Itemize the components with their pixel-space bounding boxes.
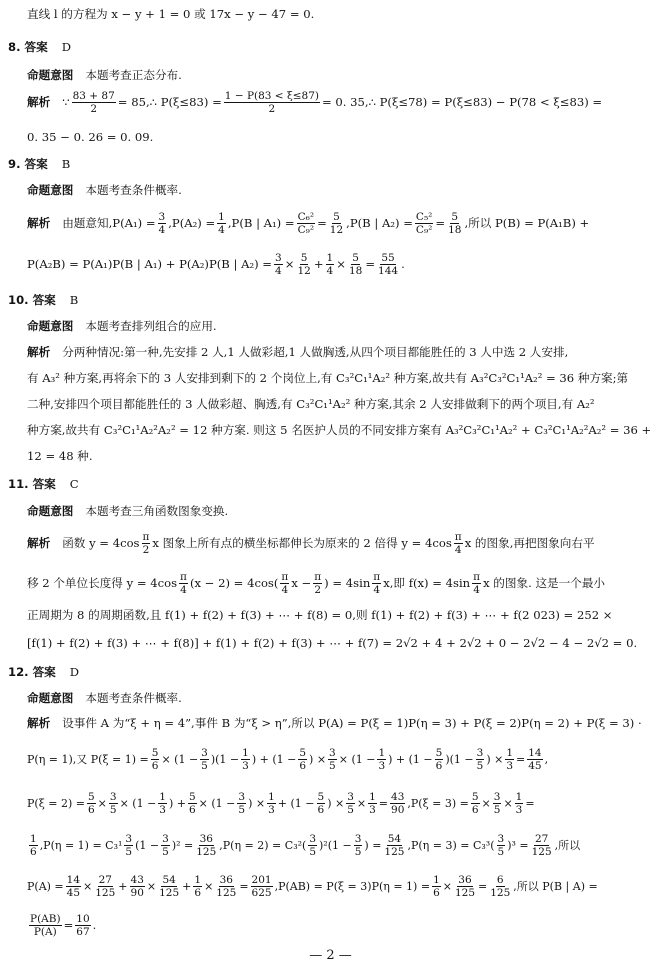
question-number: 9. 答案: [8, 157, 48, 171]
text: ) = 4sin: [324, 575, 371, 590]
fraction: $\frac{54}{125}$: [384, 833, 405, 858]
text-line: [27, 424, 651, 438]
intent-text: 本题考查条件概率.: [85, 691, 182, 705]
fraction: $\frac{1}{3}$: [369, 791, 376, 816]
question-number: 10. 答案: [8, 293, 56, 307]
text: ,P(η = 2) = C₃²(: [219, 838, 307, 852]
text: ,P(B | A₁) =: [227, 215, 295, 230]
text: ∵: [62, 94, 70, 109]
q11-solution-line: [27, 531, 595, 556]
q10-solution-line: [27, 346, 568, 360]
text: ,所以: [554, 838, 581, 852]
text-line: [27, 450, 93, 464]
q8-intent: [27, 69, 182, 83]
text: 由题意知,P(A₁) =: [62, 215, 156, 230]
fraction: $\frac{1}{3}$: [268, 791, 275, 816]
text-line: [27, 398, 595, 412]
fraction: $\frac{201}{625}$: [251, 874, 272, 899]
fraction: $\frac{\text{C₅²}}{\text{C₉²}}$: [415, 211, 433, 236]
text: =: [516, 752, 526, 766]
text: 0. 35 − 0. 26 = 0. 09.: [27, 130, 154, 144]
text: ) ×: [248, 796, 266, 810]
solution-label: 解析: [27, 716, 51, 730]
fraction: $\frac{5}{6}$: [471, 791, 479, 816]
text: +: [313, 256, 324, 271]
text: =: [435, 215, 446, 230]
q12-solution-line-4: [27, 833, 580, 858]
text: ×: [503, 796, 513, 810]
text: × (1 −: [338, 752, 376, 766]
q12-answer-heading: [8, 666, 79, 680]
text: (x − 2) = 4cos(: [189, 575, 279, 590]
text: ×: [442, 879, 452, 893]
fraction: $\frac{1}{3}$: [378, 747, 386, 772]
text: ×: [146, 879, 157, 893]
fraction: $\frac{3}{5}$: [347, 791, 354, 816]
text: 函数 y = 4cos: [62, 535, 140, 550]
intent-label: 命题意图: [27, 504, 74, 518]
fraction: $\frac{3}{4}$: [275, 252, 282, 277]
fraction: $\frac{14}{45}$: [528, 747, 542, 772]
text: ,: [544, 752, 549, 766]
text-line: [27, 131, 153, 145]
fraction: $\frac{1}{3}$: [506, 747, 514, 772]
fraction: $\frac{5}{6}$: [435, 747, 443, 772]
text: ) ×: [327, 796, 345, 810]
text: =: [378, 796, 389, 810]
text: ,所以 P(B) = P(A₁B) +: [464, 215, 590, 230]
answer-letter: D: [69, 665, 80, 679]
text: 分两种情况:第一种,先安排 2 人,1 人做彩超,1 人做胸透,从四个项目都能胜任的 3 人中选 2 人安排,: [62, 345, 569, 359]
fraction: $\frac{5}{6}$: [87, 791, 95, 816]
q12-solution-line: [27, 717, 642, 731]
fraction: $\frac{27}{125}$: [95, 874, 116, 899]
fraction: $\frac{54}{125}$: [159, 874, 180, 899]
fraction: $\frac{\pi}{2}$: [314, 571, 322, 596]
text: ,P(A₂) =: [168, 215, 216, 230]
text: )³ =: [507, 838, 529, 852]
intent-text: 本题考查正态分布.: [85, 68, 182, 82]
q12-solution-line-5: [27, 874, 598, 899]
fraction: $\frac{36}{125}$: [216, 874, 237, 899]
q9-answer-heading: [8, 158, 70, 172]
fraction: $\frac{1 - P(83 < \xi\le 87)}{2}$: [224, 90, 319, 115]
intent-text: 本题考查排列组合的应用.: [85, 319, 217, 333]
text: =: [63, 917, 74, 932]
q9-solution-line-2: [27, 252, 405, 277]
text: ×: [336, 256, 346, 271]
fraction: $\frac{1}{4}$: [326, 252, 334, 277]
text: ) + (1 −: [251, 752, 297, 766]
fraction: 3 5: [497, 833, 505, 858]
q11-answer-heading: [8, 478, 79, 492]
q12-solution-line-2: [27, 747, 548, 772]
fraction: $\frac{3}{5}$: [162, 833, 169, 858]
fraction: $\frac{1}{3}$: [159, 791, 166, 816]
text: × (1 −: [161, 752, 199, 766]
fraction: $\frac{1}{3}$: [242, 747, 249, 772]
text: =: [239, 879, 249, 893]
q9-intent: [27, 184, 182, 198]
fraction: π 4: [473, 571, 481, 596]
fraction: $\frac{\text{C₆²}}{\text{C₉²}}$: [297, 211, 315, 236]
fraction: 3 5: [125, 833, 133, 858]
intent-label: 命题意图: [27, 68, 74, 82]
text: ,P(AB) = P(ξ = 3)P(η = 1) =: [274, 879, 431, 893]
text: 移 2 个单位长度得 y = 4cos: [27, 575, 178, 590]
intent-text: 本题考查三角函数图象变换.: [85, 504, 229, 518]
text: ×: [97, 796, 107, 810]
fraction: π 4: [281, 571, 289, 596]
text: ) =: [364, 838, 382, 852]
text-line: [27, 609, 613, 623]
solution-label: 解析: [27, 345, 51, 359]
text: (1 −: [135, 838, 160, 852]
fraction: $\frac{36}{125}$: [196, 833, 217, 858]
question-number: 11. 答案: [8, 477, 56, 491]
text: =: [317, 215, 327, 230]
text: ) +: [168, 796, 186, 810]
text: [f(1) + f(2) + f(3) + ⋯ + f(8)] + f(1) + f(2) + f(3) + ⋯ + f(7) = 2√2 + 4 + 2√2 + 0 − 2√2 − 4 − 2√2 = 0.: [27, 636, 638, 650]
text: )(1 −: [210, 752, 240, 766]
question-number: 8. 答案: [8, 40, 48, 54]
text: +: [118, 879, 128, 893]
text: x 的图象,再把图象向右平: [464, 535, 595, 550]
answer-letter: C: [69, 477, 79, 491]
answer-letter: B: [69, 293, 79, 307]
text: P(η = 1),又 P(ξ = 1) =: [27, 752, 149, 766]
text: ,P(B | A₂) =: [346, 215, 413, 230]
fraction: $\frac{P(AB)}{P(A)}$: [30, 913, 61, 938]
text: + (1 −: [277, 796, 315, 810]
intent-label: 命题意图: [27, 319, 74, 333]
text: =: [365, 256, 376, 271]
fraction: $\frac{5}{6}$: [317, 791, 325, 816]
text: .: [401, 256, 405, 271]
text: ) ×: [309, 752, 327, 766]
text: P(A) =: [27, 879, 64, 893]
solution-label: 解析: [27, 94, 51, 109]
text: ,P(ξ = 3) =: [407, 796, 469, 810]
fraction: $\frac{3}{5}$: [354, 833, 362, 858]
q8-solution-line: [27, 90, 602, 115]
text: ,P(η = 3) = C₃³(: [407, 838, 495, 852]
text: 有 A₃² 种方案,再将余下的 3 人安排到剩下的 2 个岗位上,有 C₃²C₁¹A₂² 种方案,故共有 A₃²C₃²C₁¹A₂² = 36 种方案;第: [27, 371, 629, 385]
text: x −: [291, 575, 312, 590]
q9-solution-line: [27, 211, 589, 236]
fraction: $\frac{3}{5}$: [493, 791, 501, 816]
fraction: $\frac{5}{12}$: [297, 252, 311, 277]
fraction: $\frac{14}{45}$: [66, 874, 81, 899]
text: ,P(η = 1) = C₃¹: [39, 838, 123, 852]
fraction: $\frac{3}{5}$: [238, 791, 246, 816]
q8-answer-heading: [8, 41, 71, 55]
text: = 0. 35,∴ P(ξ≤78) = P(ξ≤83) − P(78 < ξ≤83) =: [321, 94, 603, 109]
fraction: π 4: [373, 571, 381, 596]
fraction: $\frac{1}{3}$: [515, 791, 523, 816]
fraction: $\frac{3}{5}$: [201, 747, 208, 772]
intent-label: 命题意图: [27, 183, 74, 197]
q11-intent: [27, 505, 228, 519]
fraction: $\frac{3}{5}$: [476, 747, 484, 772]
fraction: $\frac{3}{5}$: [329, 747, 336, 772]
text: 12 = 48 种.: [27, 449, 93, 463]
q10-intent: [27, 320, 217, 334]
fraction: $\frac{1}{4}$: [218, 211, 225, 236]
text: )(1 −: [445, 752, 474, 766]
question-number: 12. 答案: [8, 665, 56, 679]
fraction: $\frac{43}{90}$: [130, 874, 144, 899]
fraction: π 4: [454, 531, 462, 556]
fraction: $\frac{5}{12}$: [329, 211, 344, 236]
fraction: $\frac{3}{5}$: [109, 791, 117, 816]
fraction: $\frac{10}{67}$: [76, 913, 90, 938]
text-line: [27, 8, 314, 22]
fraction: $\frac{6}{125}$: [490, 874, 511, 899]
text: ×: [204, 879, 214, 893]
answer-letter: B: [61, 157, 71, 171]
text: ×: [481, 796, 491, 810]
solution-label: 解析: [27, 535, 51, 550]
text: 设事件 A 为“ξ + η = 4”,事件 B 为“ξ > η”,所以 P(A) = P(ξ = 1)P(η = 3) + P(ξ = 2)P(η = 2) + P(ξ = 3) ·: [62, 716, 642, 730]
text: +: [182, 879, 192, 893]
text: ×: [83, 879, 93, 893]
fraction: π 4: [180, 571, 187, 596]
text: ×: [356, 796, 367, 810]
text: × (1 −: [119, 796, 157, 810]
fraction: $\frac{1}{6}$: [194, 874, 202, 899]
fraction: $\frac{5}{6}$: [188, 791, 196, 816]
fraction: $\frac{55}{144}$: [378, 252, 399, 277]
text: × (1 −: [198, 796, 236, 810]
fraction: π 2: [142, 531, 150, 556]
text: .: [92, 917, 97, 932]
q12-solution-line-6: [27, 913, 96, 938]
text: = 85,∴ P(ξ≤83) =: [117, 94, 222, 109]
text: x,即 f(x) = 4sin: [383, 575, 471, 590]
intent-text: 本题考查条件概率.: [85, 183, 182, 197]
fraction: $\frac{5}{18}$: [348, 252, 363, 277]
fraction: 3 5: [309, 833, 316, 858]
q10-answer-heading: [8, 294, 78, 308]
q12-intent: [27, 692, 182, 706]
text-line: [27, 637, 637, 651]
fraction: 1 6: [30, 833, 37, 858]
fraction: $\frac{43}{90}$: [391, 791, 405, 816]
text: 种方案,故共有 C₃²C₁¹A₂²A₂² = 12 种方案. 则这 5 名医护人员的不同安排方案有 A₃²C₃²C₁¹A₂² + C₃²C₁¹A₂²A₂² = 36 +: [27, 423, 652, 437]
fraction: $\frac{36}{125}$: [454, 874, 476, 899]
page-number: — 2 —: [309, 948, 352, 963]
text: 正周期为 8 的周期函数,且 f(1) + f(2) + f(3) + ⋯ + f(8) = 0,则 f(1) + f(2) + f(3) + ⋯ + f(2 023) = 252 ×: [27, 608, 613, 622]
text: ) ×: [486, 752, 504, 766]
fraction: $\frac{1}{6}$: [433, 874, 440, 899]
answer-letter: D: [61, 40, 71, 54]
fraction: $\frac{3}{4}$: [158, 211, 166, 236]
text: P(ξ = 2) =: [27, 796, 85, 810]
text: P(A₂B) = P(A₁)P(B | A₁) + P(A₂)P(B | A₂) =: [27, 256, 273, 271]
fraction: $\frac{5}{6}$: [299, 747, 307, 772]
text: =: [478, 879, 488, 893]
text: x 图象上所有点的横坐标都伸长为原来的 2 倍得 y = 4cos: [152, 535, 452, 550]
intent-label: 命题意图: [27, 691, 74, 705]
fraction: $\frac{5}{6}$: [151, 747, 159, 772]
fraction: $\frac{83 + 87}{2}$: [72, 90, 115, 115]
fraction: $\frac{27}{125}$: [531, 833, 552, 858]
text: ,所以 P(B | A) =: [513, 879, 598, 893]
text: )² =: [171, 838, 194, 852]
text-line: [27, 372, 628, 386]
text: x 的图象. 这是一个最小: [483, 575, 606, 590]
text: 二种,安排四个项目都能胜任的 3 人做彩超、胸透,有 C₃²C₁¹A₂² 种方案,其余 2 人安排做剩下的两个项目,有 A₂²: [27, 397, 595, 411]
text: ) + (1 −: [388, 752, 433, 766]
text: =: [525, 796, 535, 810]
text: 直线 l 的方程为 x − y + 1 = 0 或 17x − y − 47 = 0.: [27, 7, 315, 21]
text: ×: [284, 256, 295, 271]
q11-solution-line-2: [27, 571, 605, 596]
q12-solution-line-3: [27, 791, 535, 816]
text: )²(1 −: [319, 838, 352, 852]
fraction: $\frac{5}{18}$: [448, 211, 462, 236]
solution-label: 解析: [27, 215, 51, 230]
